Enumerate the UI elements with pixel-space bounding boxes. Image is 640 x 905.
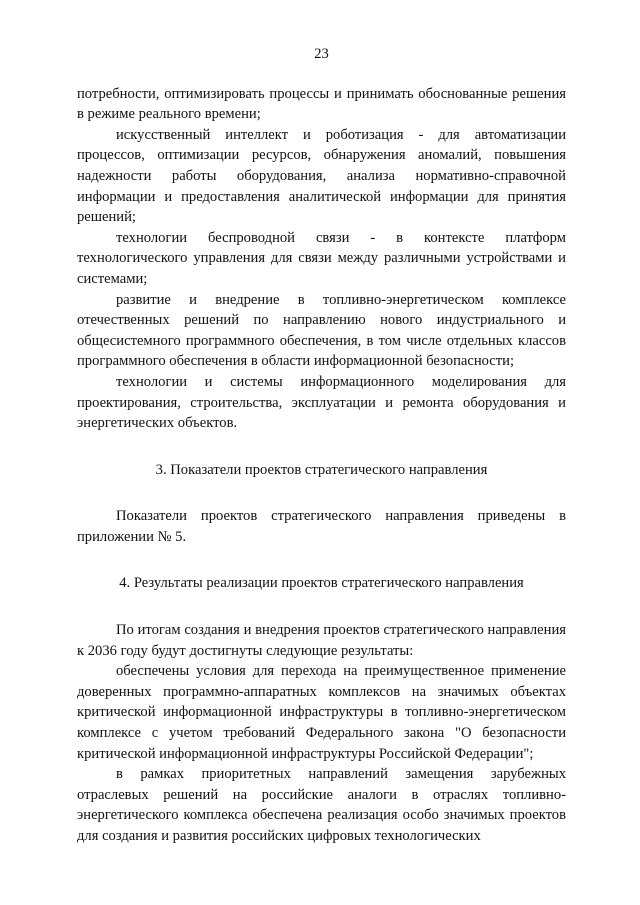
section-4-heading: 4. Результаты реализации проектов стратегического направления xyxy=(119,575,524,592)
paragraph: технологии беспроводной связи - в контексте платформ технологического управления для связи между различными устройствами и системами; xyxy=(77,229,566,287)
paragraph: обеспечены условия для перехода на преимущественное применение доверенных программно-аппаратных комплексов на значимых объектах критической информационной инфраструктуры в топливно-энергетическом комплексе с учетом требований Федерального закона "О безопасности критической информационной инфраструктуры Российской Федерации"; xyxy=(77,663,566,762)
paragraph: технологии и системы информационного моделирования для проектирования, строительства, эксплуатации и ремонта оборудования и энергетических объектов. xyxy=(77,373,566,432)
section-3-text: Показатели проектов стратегического направления приведены в приложении № 5. xyxy=(77,508,566,545)
paragraph: развитие и внедрение в топливно-энергетическом комплексе отечественных решений по направлению нового индустриального и общесистемного программного обеспечения, в том числе отдельных классов программного обеспечения в области информационной безопасности; xyxy=(77,291,566,370)
page-number: 23 xyxy=(314,46,329,62)
section-4-intro: По итогам создания и внедрения проектов стратегического направления к 2036 году будут достигнуты следующие результаты: xyxy=(77,622,566,659)
paragraph: искусственный интеллект и роботизация - для автоматизации процессов, оптимизации ресурсов, обнаружения аномалий, повышения надежности работы оборудования, анализа нормативно-справочной информации и предоставления аналитической информации для принятия решений; xyxy=(77,126,566,226)
section-3-heading: 3. Показатели проектов стратегического направления xyxy=(155,461,488,478)
top-paragraphs xyxy=(77,84,566,434)
paragraph: в рамках приоритетных направлений замещения зарубежных отраслевых решений на российские аналоги в отраслях топливно-энергетического комплекса обеспечена реализация особо значимых проектов для создания и развития российских цифровых технологических xyxy=(77,766,566,844)
paragraph: потребности, оптимизировать процессы и принимать обоснованные решения в режиме реального времени; xyxy=(77,85,566,123)
